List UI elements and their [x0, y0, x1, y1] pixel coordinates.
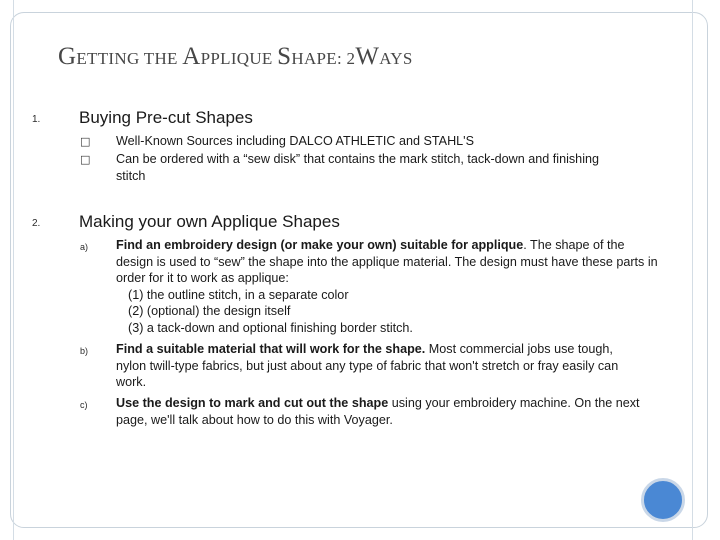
- item-text: . The shape of the design is used to “sew” the shape into the applique material. The design must have these parts in order for it to work as applique:: [116, 238, 658, 286]
- decorative-circle: [641, 478, 685, 522]
- item-bold-text: Use the design to mark and cut out the shape: [116, 396, 389, 410]
- item-bold-text: Find an embroidery design (or make your own) suitable for applique: [116, 238, 524, 252]
- section-heading: Making your own Applique Shapes: [79, 212, 340, 231]
- list-item: [116, 395, 656, 428]
- left-guide-line: [13, 0, 14, 540]
- section-number: 1.: [32, 114, 41, 125]
- item-letter: b): [80, 346, 89, 356]
- section-heading: Buying Pre-cut Shapes: [79, 108, 253, 127]
- item-bold-text: Find a suitable material that will work for the shape.: [116, 342, 426, 356]
- bullet-text: Can be ordered with a “sew disk” that contains the mark stitch, tack-down and finishing stitch: [116, 152, 599, 183]
- item-text: using your embroidery machine. On the next page, we'll talk about how to do this with Voyager.: [116, 396, 640, 427]
- section-number: 2.: [32, 218, 41, 229]
- bullet-text: Well-Known Sources including DALCO ATHLETIC and STAHL'S: [116, 134, 474, 148]
- list-item: [116, 237, 658, 337]
- checkbox-bullet-icon: □: [80, 135, 91, 148]
- sub-item: (3) a tack-down and optional finishing border stitch.: [128, 320, 413, 335]
- slide-title: GETTING THE APPLIQUE SHAPE: 2WAYS: [58, 43, 413, 70]
- item-letter: a): [80, 242, 89, 252]
- sub-item: (2) (optional) the design itself: [128, 304, 291, 319]
- item-letter: c): [80, 400, 88, 410]
- right-guide-line: [692, 0, 693, 540]
- checkbox-bullet-icon: □: [80, 153, 91, 166]
- item-text: Most commercial jobs use tough, nylon twill-type fabrics, but just about any type of fabric that won't stretch or fray easily can work.: [116, 342, 619, 390]
- sub-item: (1) the outline stitch, in a separate color: [128, 287, 349, 302]
- list-item: [116, 341, 636, 391]
